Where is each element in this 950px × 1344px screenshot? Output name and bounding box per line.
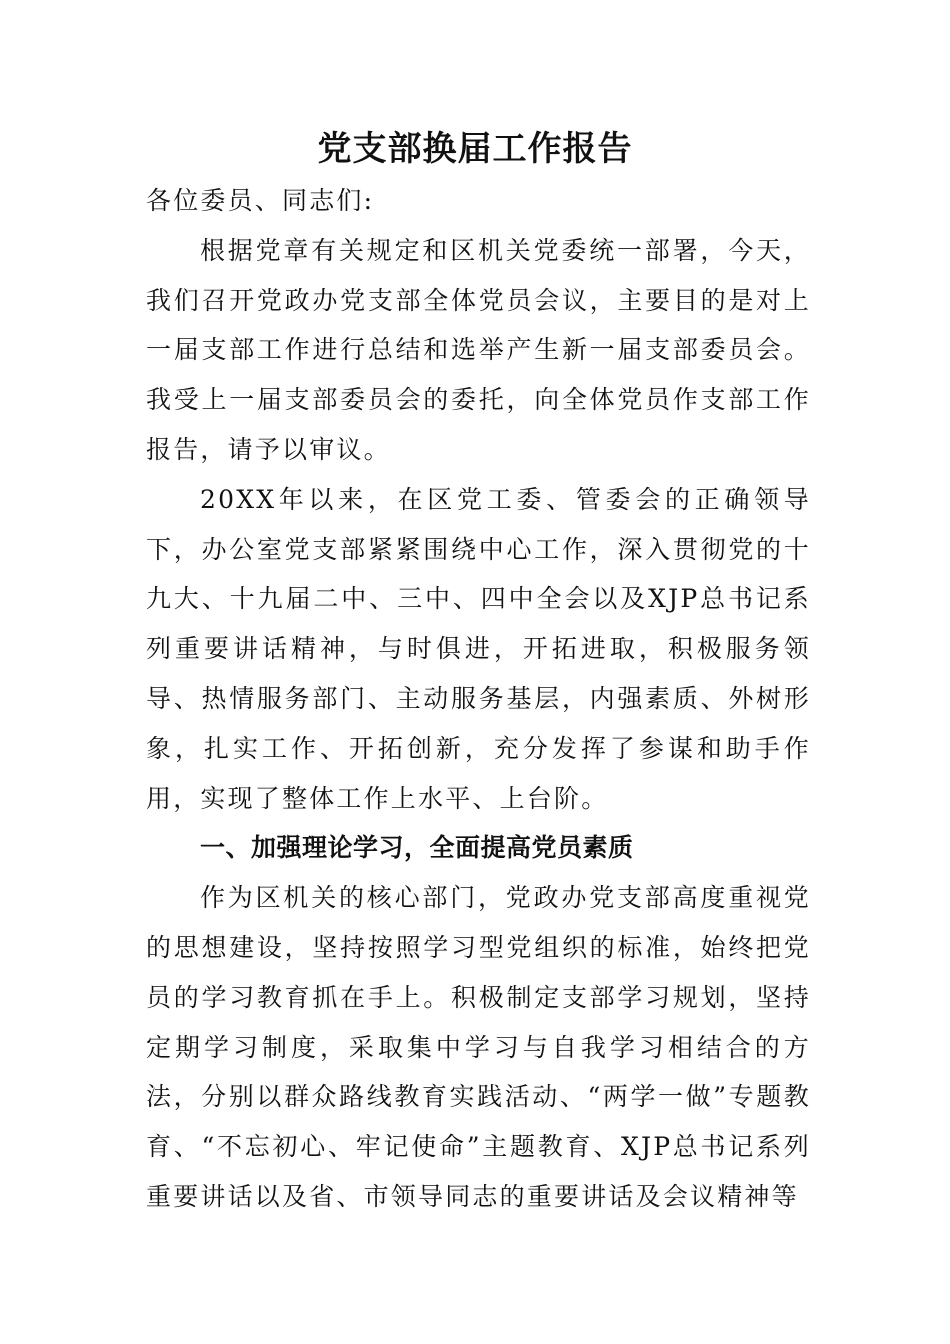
- paragraph-overview: 20XX年以来，在区党工委、管委会的正确领导下，办公室党支部紧紧围绕中心工作，深入贯彻党的十九大、十九届二中、三中、四中全会以及XJP总书记系列重要讲话精神，与时俱进，开拓进取，积极服务领导、热情服务部门、主动服务基层，内强素质、外树形象，扎实工作、开拓创新，充分发挥了参谋和助手作用，实现了整体工作上水平、上台阶。: [146, 484, 811, 813]
- document-title: 党支部换届工作报告: [317, 129, 633, 169]
- salutation: 各位委员、同志们:: [146, 186, 375, 215]
- paragraph-theory-study: 作为区机关的核心部门，党政办党支部高度重视党的思想建设，坚持按照学习型党组织的标准，始终把党员的学习教育抓在手上。积极制定支部学习规划，坚持定期学习制度，采取集中学习与自我学习相结合的方法，分别以群众路线教育实践活动、“两学一做”专题教育、“不忘初心、牢记使命”主题教育、XJP总书记系列重要讲话以及省、市领导同志的重要讲话及会议精神等: [146, 883, 811, 1211]
- section-heading: 一、加强理论学习，全面提高党员素质: [200, 833, 634, 863]
- document-body: [146, 176, 811, 1222]
- paragraph-intro: 根据党章有关规定和区机关党委统一部署，今天，我们召开党政办党支部全体党员会议，主要目的是对上一届支部工作进行总结和选举产生新一届支部委员会。我受上一届支部委员会的委托，向全体党员作支部工作报告，请予以审议。: [146, 235, 811, 464]
